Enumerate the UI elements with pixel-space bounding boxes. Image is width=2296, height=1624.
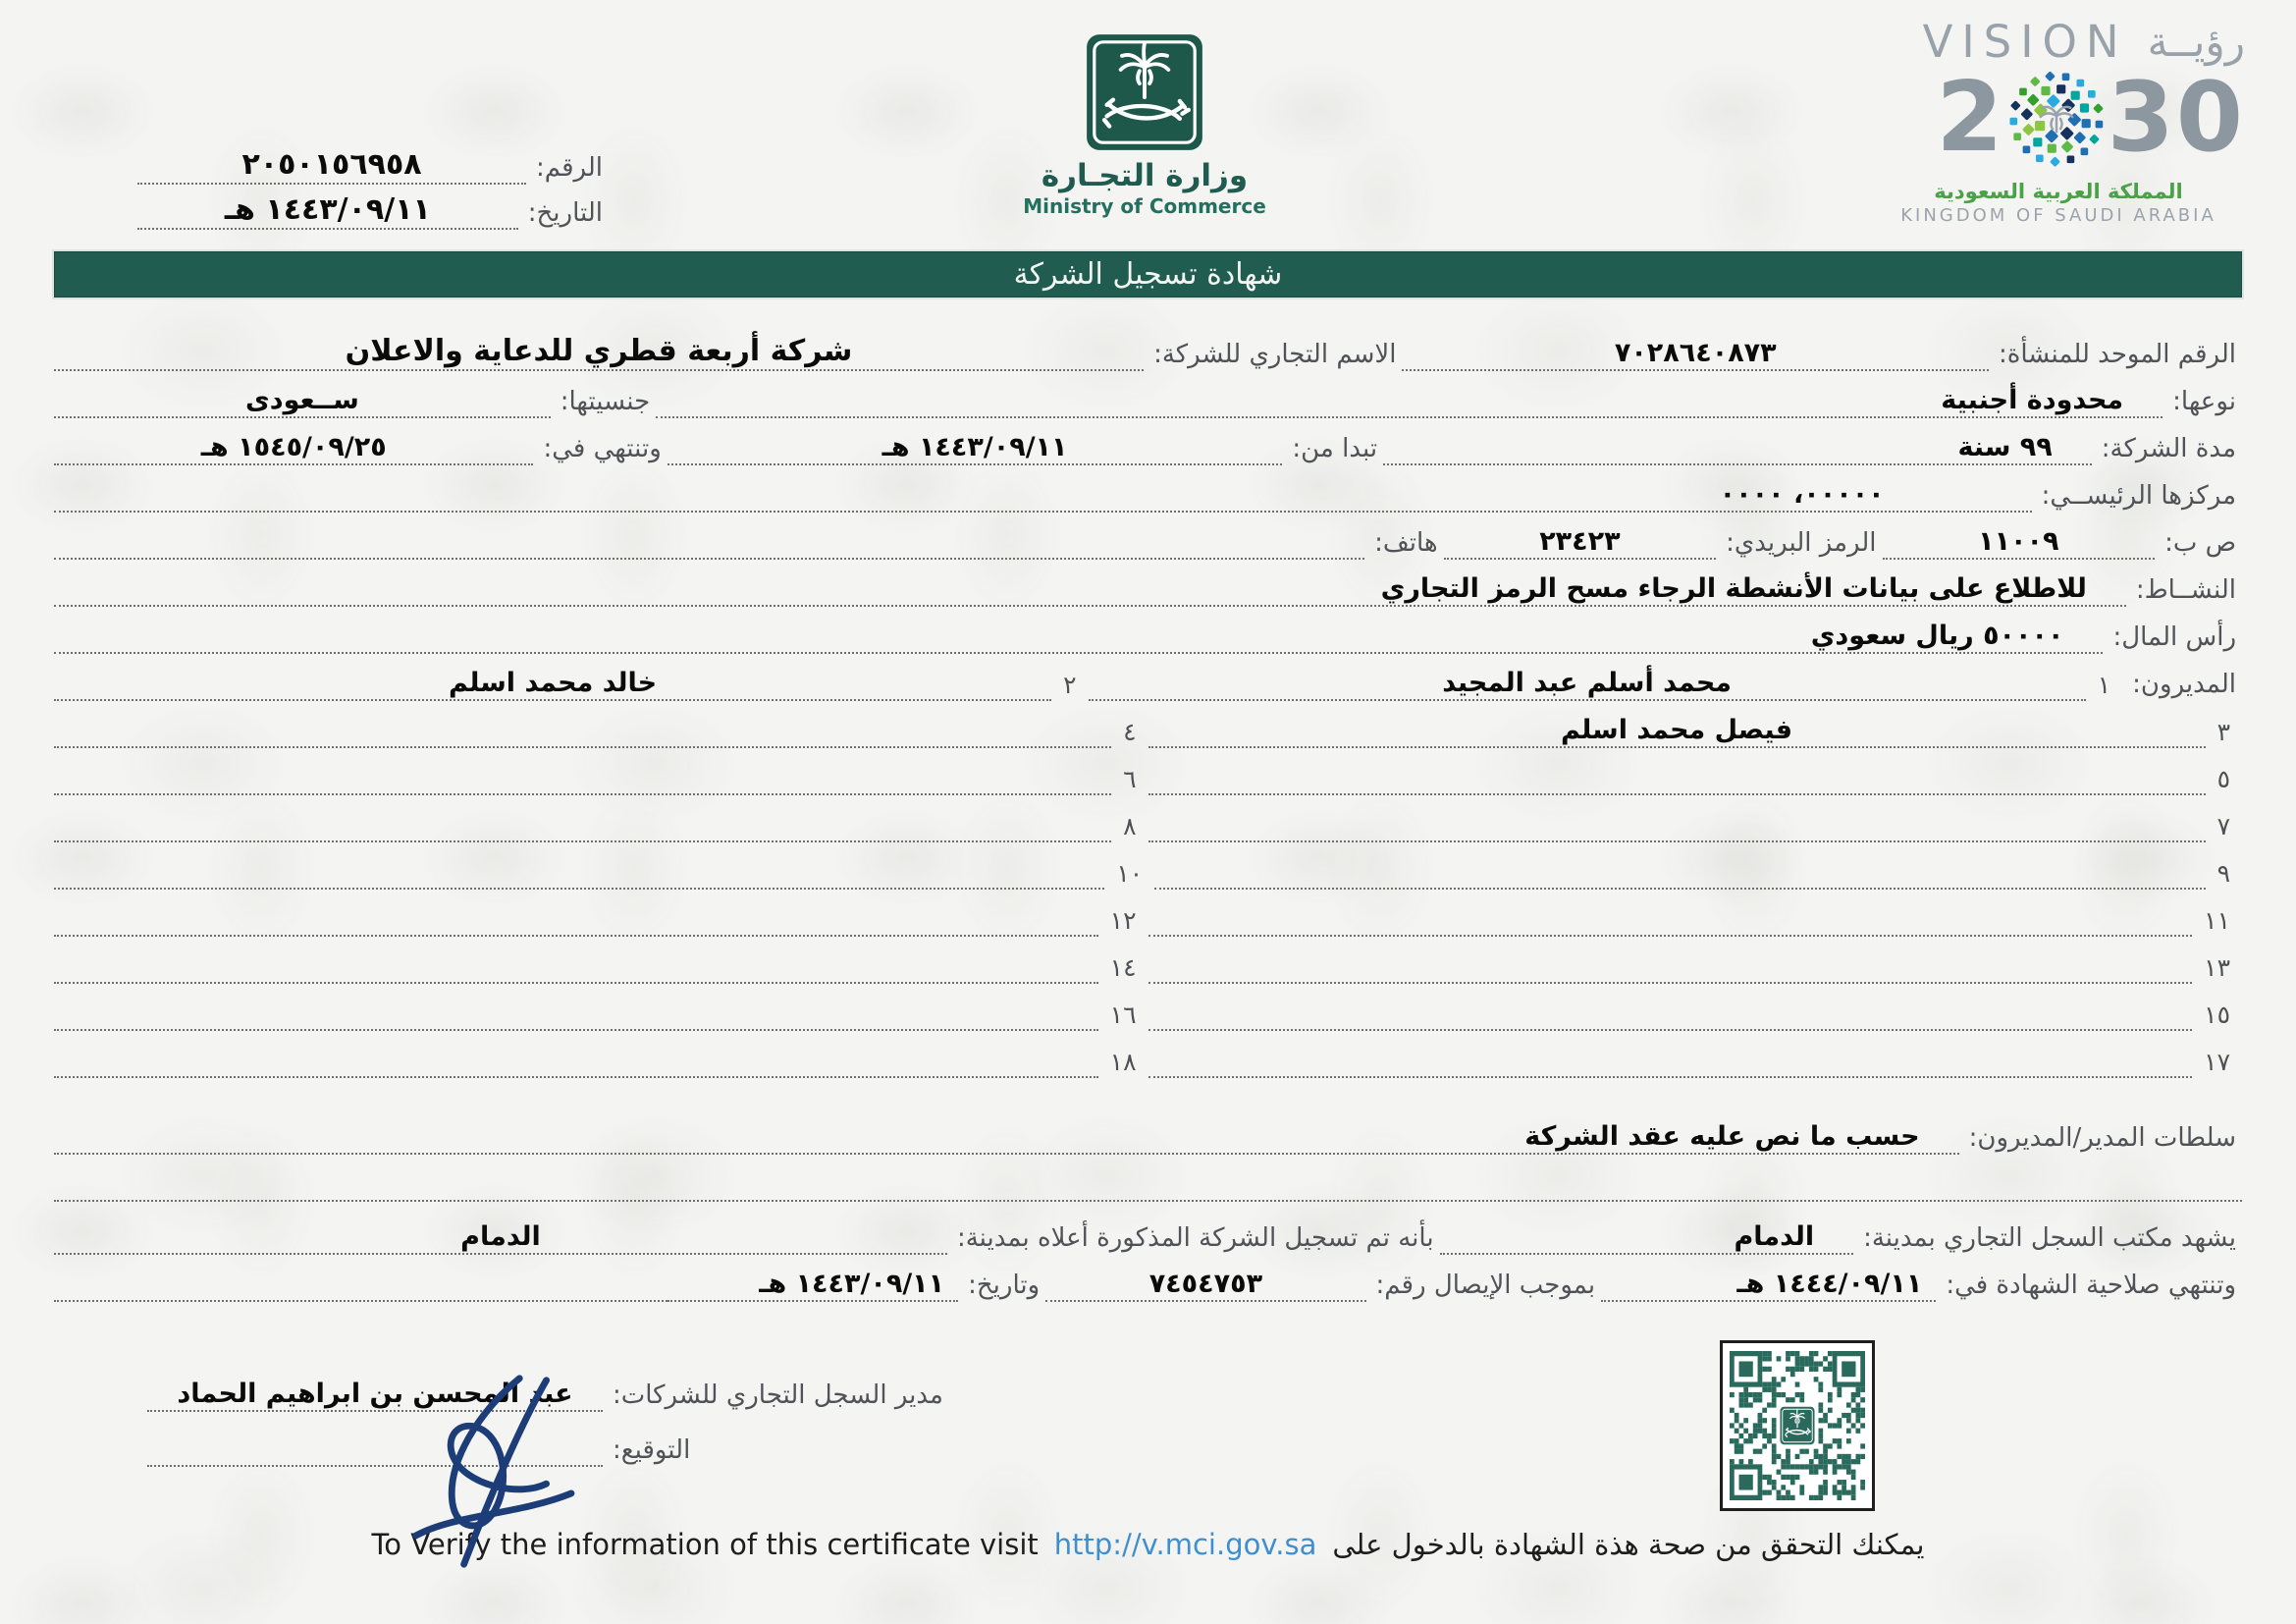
managers-row [54,937,2242,984]
manager-number: ٨ [1123,812,1137,840]
manager-number: ١٧ [2204,1048,2230,1076]
manager-name [54,924,1098,937]
attest-label: يشهد مكتب السجل التجاري بمدينة: [1863,1223,2236,1253]
doc-number-value: ٢٠٥٠١٥٦٩٥٨ [137,147,526,185]
unified-number-label: الرقم الموحد للمنشأة: [1999,340,2236,369]
empty-line [54,1189,2242,1202]
manager-number: ٥ [2216,765,2230,793]
managers-row [54,890,2242,937]
signature-scribble [381,1371,597,1572]
manager-name [54,735,1111,748]
postal-value: ٢٣٤٢٣ [1444,526,1717,560]
phone-label: هاتف: [1374,528,1438,558]
manager-name [54,1018,1098,1031]
manager-number: ١٣ [2204,953,2230,982]
managers-row [54,1031,2242,1078]
row-validity [54,1255,2242,1302]
vision-year-2: 2 [1936,62,2005,175]
manager-number: ١٦ [1109,1001,1137,1029]
manager-name [54,830,1111,842]
row-empty [54,1155,2242,1202]
hq-value: ٠٠٠٠٠، ٠٠٠٠ [54,479,2032,513]
receipt-value: ٧٤٥٤٧٥٣ [1045,1269,1365,1302]
manager-number: ١٠ [1116,859,1144,888]
managers-list [54,654,2242,1078]
manager-name [54,971,1098,984]
manager-number: ٧ [2216,812,2230,840]
managers-row [54,842,2242,890]
end-label: وتنتهي في: [543,434,662,463]
activity-label: النشــاط: [2135,575,2236,605]
validity-value: ١٤٤٤/٠٩/١١ هـ [1601,1269,1936,1302]
postal-label: الرمز البريدي: [1726,528,1877,558]
row-headquarters [54,465,2242,513]
start-value: ١٤٤٣/٠٩/١١ هـ [667,432,1283,465]
vision-text-ar: رؤيــة [2147,17,2245,66]
vision-wordmark [1872,16,2245,68]
phone-value [54,547,1364,560]
certificate-form [54,324,2242,1302]
attest-city-value: الدمام [1440,1221,1854,1255]
row-type-nationality [54,371,2242,418]
manager-number: ١ [2097,671,2111,699]
doc-date-row [137,185,609,230]
manager-name: فيصل محمد اسلم [1148,715,2206,748]
kingdom-name-ar: المملكة العربية السعودية [1934,180,2183,203]
receipt-date-label: وتاريخ: [968,1271,1041,1300]
manager-number: ٦ [1123,765,1137,793]
pobox-label: ص ب: [2164,528,2236,558]
trade-name-label: الاسم التجاري للشركة: [1153,340,1397,369]
managers-label: المديرون: [2132,670,2236,699]
manager-number: ٣ [2216,718,2230,746]
managers-row [54,795,2242,842]
trade-name-value: شركة أربعة قطري للدعاية والاعلان [54,334,1144,371]
type-value: محدودة أجنبية [656,385,2163,418]
manager-name: خالد محمد اسلم [54,668,1051,701]
row-duration [54,418,2242,465]
manager-number: ٩ [2216,859,2230,888]
activity-value: للاطلاع على بيانات الأنشطة الرجاء مسح الرمز التجاري [54,573,2126,607]
managers-row [54,654,2242,701]
doc-date-value: ١٤٤٣/٠٩/١١ هـ [137,192,518,230]
nationality-label: جنسيتها: [560,387,651,416]
duration-value: ٩٩ سنة [1383,432,2092,465]
ministry-emblem-icon [1082,29,1207,155]
manager-name [54,877,1104,890]
capital-value: ٥٠٠٠٠ ريال سعودي [54,621,2103,654]
pobox-value: ١١٠٠٩ [1883,526,2156,560]
row-capital [54,607,2242,654]
manager-name [1148,830,2206,842]
signature-label: التوقيع: [613,1435,691,1465]
type-label: نوعها: [2172,387,2236,416]
manager-name [1148,783,2206,795]
manager-name [1148,971,2193,984]
manager-name [54,1065,1098,1078]
registrar-label: مدير السجل التجاري للشركات: [613,1380,943,1410]
vision-2030-logo [1872,16,2245,226]
manager-number: ٤ [1123,718,1137,746]
qr-code-icon [1730,1351,1865,1500]
ministry-logo [1019,29,1270,218]
managers-row [54,701,2242,748]
certificate-title: شهادة تسجيل الشركة [1013,257,1283,292]
doc-number-label: الرقم: [536,153,603,183]
manager-name [1148,924,2193,937]
unified-number-value: ٧٠٢٨٦٤٠٨٧٣ [1402,338,1989,371]
powers-label: سلطات المدير/المديرون: [1968,1123,2236,1153]
kingdom-name-en: KINGDOM OF SAUDI ARABIA [1900,205,2216,226]
verification-qr-code [1720,1340,1875,1511]
manager-name [1148,1065,2193,1078]
start-label: تبدا من: [1292,434,1378,463]
duration-label: مدة الشركة: [2101,434,2236,463]
ministry-name-ar: وزارة التجـارة [1041,158,1249,193]
nationality-value: ســعودى [54,385,551,418]
manager-name: محمد أسلم عبد المجيد [1089,668,2086,701]
attest2-city-value: الدمام [54,1221,947,1255]
manager-name [1148,1018,2193,1031]
doc-date-label: التاريخ: [527,198,603,228]
manager-number: ٢ [1063,671,1077,699]
receipt-label: بموجب الإيصال رقم: [1375,1271,1596,1300]
managers-row [54,984,2242,1031]
vision-mosaic-icon [2002,64,2111,174]
attest2-label: بأنه تم تسجيل الشركة المذكورة أعلاه بمدينة: [956,1223,1434,1253]
verify-text-en: To Verify the information of this certificate visit [371,1528,1039,1561]
vision-year-30: 30 [2107,62,2245,175]
row-powers [54,1108,2242,1155]
row-attestation [54,1208,2242,1255]
registrar-name: عبد المحسن بن ابراهيم الحماد [147,1379,603,1412]
manager-number: ١٨ [1109,1048,1137,1076]
document-meta [137,139,609,230]
trailing-line [54,1289,667,1302]
end-value: ١٥٤٥/٠٩/٢٥ هـ [54,432,533,465]
manager-number: ١٢ [1109,906,1137,935]
row-contact [54,513,2242,560]
receipt-date-value: ١٤٤٣/٠٩/١١ هـ [667,1269,959,1302]
vision-text-en: VISION [1922,16,2128,68]
managers-row [54,748,2242,795]
manager-number: ١٥ [2204,1001,2230,1029]
verification-link[interactable]: http://v.mci.gov.sa [1053,1528,1317,1561]
vision-year [1872,64,2245,174]
certificate-title-banner [54,251,2242,298]
hq-label: مركزها الرئيســي: [2041,481,2236,511]
manager-name [1154,877,2205,890]
manager-name [54,783,1111,795]
capital-label: رأس المال: [2112,623,2236,652]
doc-number-row [137,139,609,185]
ministry-name-en: Ministry of Commerce [1023,193,1266,218]
manager-number: ١١ [2204,906,2230,935]
verify-text-ar: يمكنك التحقق من صحة هذة الشهادة بالدخول على [1332,1528,1925,1561]
row-activity [54,560,2242,607]
footer-verification [0,1528,2296,1561]
validity-label: وتنتهي صلاحية الشهادة في: [1946,1271,2236,1300]
row-unified-number [54,324,2242,371]
manager-number: ١٤ [1109,953,1137,982]
powers-value: حسب ما نص عليه عقد الشركة [54,1121,1959,1155]
